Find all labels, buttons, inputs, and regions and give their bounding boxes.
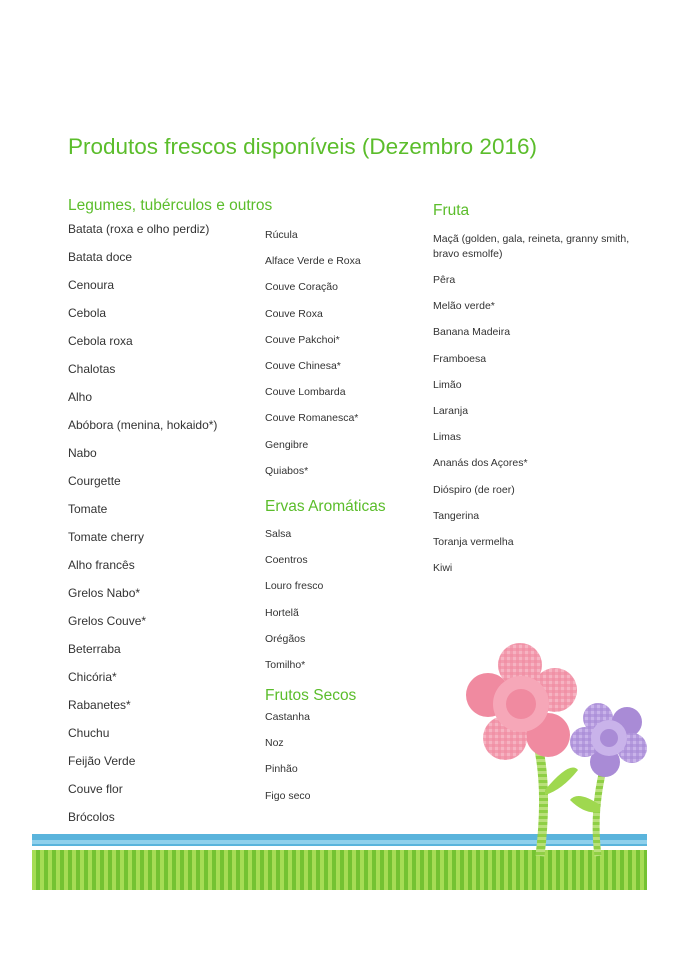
list-item: Tomate <box>68 502 108 516</box>
list-item: Couve Pakchoi* <box>265 333 340 346</box>
list-item: Salsa <box>265 528 292 540</box>
list-item: Tomilho* <box>265 659 306 671</box>
list-item: Feijão Verde <box>68 754 136 768</box>
list-item: Pêra <box>433 274 456 286</box>
blue-stripe-light <box>32 840 647 844</box>
list-item: Cebola <box>68 306 107 320</box>
list-item: Quiabos* <box>265 464 309 477</box>
section-heading-frutos-secos: Frutos Secos <box>265 687 357 704</box>
list-item: Limas <box>433 431 462 444</box>
list-item: Grelos Couve* <box>68 614 147 628</box>
list-item: Chicória* <box>68 670 117 684</box>
section-heading-legumes: Legumes, tubérculos e outros <box>68 197 273 214</box>
list-item: Cebola roxa <box>68 334 133 348</box>
list-item: Castanha <box>265 711 310 723</box>
list-item: Chalotas <box>68 362 116 376</box>
list-item: Rúcula <box>265 229 298 241</box>
list-item: Figo seco <box>265 789 311 802</box>
list-item: Couve Chinesa* <box>265 360 341 372</box>
list-item: Batata (roxa e olho perdiz) <box>68 222 210 236</box>
list-item: Alho francês <box>68 558 135 572</box>
list-item: Beterraba <box>68 642 121 656</box>
list-item: Rabanetes* <box>68 698 131 712</box>
page-title: Produtos frescos disponíveis (Dezembro 2016) <box>68 134 537 159</box>
list-item: Noz <box>265 737 284 750</box>
list-item: Toranja vermelha <box>433 536 514 548</box>
list-item: Courgette <box>68 474 121 488</box>
list-item: Couve Coração <box>265 281 338 294</box>
list-item: Coentros <box>265 554 308 567</box>
list-item: Couve Lombarda <box>265 386 346 399</box>
list-item: Ananás dos Açores* <box>433 457 528 470</box>
list-item: Melão verde* <box>433 300 495 313</box>
list-item: Limão <box>433 378 462 391</box>
list-item: Chuchu <box>68 726 110 740</box>
list-item: Maçã (golden, gala, reineta, granny smith, <box>433 233 630 245</box>
list-item: Framboesa <box>433 352 487 365</box>
list-item: Banana Madeira <box>433 326 511 339</box>
list-item: Nabo <box>68 446 97 460</box>
list-item: Batata doce <box>68 250 133 264</box>
list-item: Couve flor <box>68 782 123 796</box>
list-item: Alface Verde e Roxa <box>265 255 361 268</box>
section-heading-fruta: Fruta <box>433 202 470 219</box>
list-item: Alho <box>68 390 93 404</box>
list-item: Orégãos <box>265 632 306 645</box>
list-item: Tangerina <box>433 509 480 522</box>
list-item: bravo esmolfe) <box>433 248 503 260</box>
list-item: Hortelã <box>265 606 299 619</box>
list-item: Dióspiro (de roer) <box>433 483 515 496</box>
list-item: Louro fresco <box>265 580 324 593</box>
list-item: Couve Romanesca* <box>265 412 359 425</box>
list-item: Abóbora (menina, hokaido*) <box>68 418 218 432</box>
list-item: Cenoura <box>68 278 115 292</box>
list-item: Couve Roxa <box>265 307 323 320</box>
grass-band <box>32 850 647 890</box>
list-item: Grelos Nabo* <box>68 586 141 600</box>
list-item: Gengibre <box>265 438 309 451</box>
pink-flower <box>466 643 578 856</box>
purple-flower <box>570 703 647 856</box>
list-item: Laranja <box>433 405 469 417</box>
list-item: Pinhão <box>265 763 298 776</box>
list-item: Brócolos <box>68 810 115 824</box>
list-item: Tomate cherry <box>68 530 145 544</box>
section-heading-ervas: Ervas Aromáticas <box>265 498 386 515</box>
list-item: Kiwi <box>433 562 453 575</box>
